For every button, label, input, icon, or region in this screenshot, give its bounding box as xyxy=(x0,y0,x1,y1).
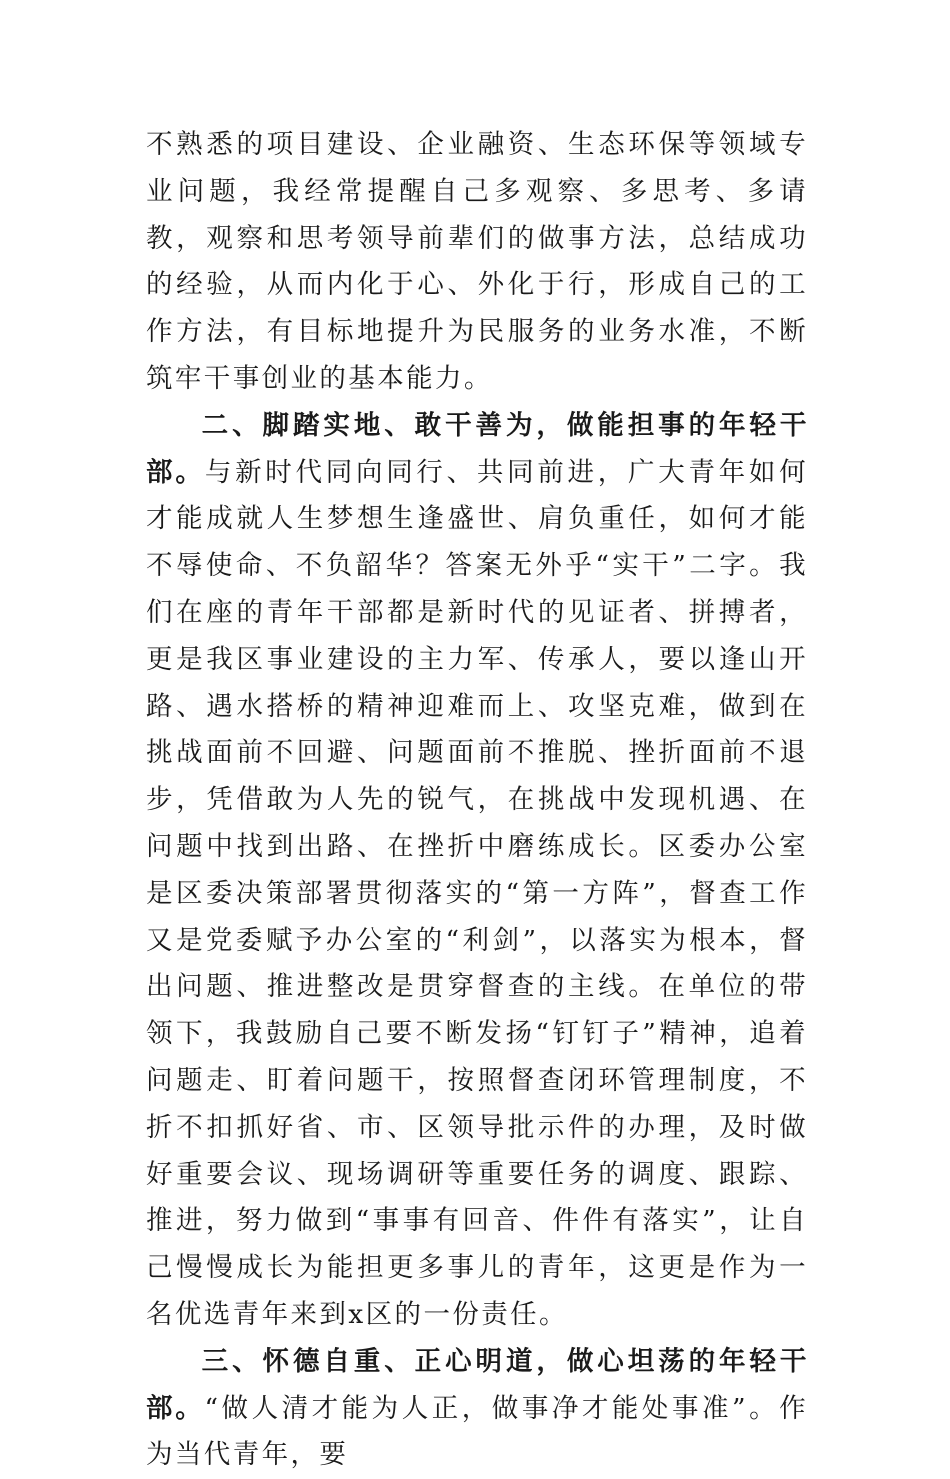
section-3-heading: 三、怀德自重、正心明道，做心坦荡的年轻干部。 xyxy=(146,1345,808,1424)
section-2-heading: 二、脚踏实地、敢干善为，做能担事的年轻干部。 xyxy=(146,409,808,488)
paragraph-1 xyxy=(146,122,808,403)
paragraph-1-text: 不熟悉的项目建设、企业融资、生态环保等领域专业问题，我经常提醒自己多观察、多思考、多请教，观察和思考领导前辈们的做事方法，总结成功的经验，从而内化于心、外化于行，形成自己的工作方法，有目标地提升为民服务的业务水准，不断筑牢干事创业的基本能力。 xyxy=(146,129,808,394)
paragraph-3-text: “做人清才能为人正，做事净才能处事准”。作为当代青年，要 xyxy=(146,1392,809,1471)
document-body xyxy=(146,122,808,1479)
paragraph-3 xyxy=(146,1339,808,1479)
paragraph-2 xyxy=(146,403,808,1339)
paragraph-2-text: 与新时代同向同行、共同前进，广大青年如何才能成就人生梦想生逢盛世、肩负重任，如何才能不辱使命、不负韶华？答案无外乎“实干”二字。我们在座的青年干部都是新时代的见证者、拼搏者，更是我区事业建设的主力军、传承人，要以逢山开路、遇水搭桥的精神迎难而上、攻坚克难，做到在挑战面前不回避、问题面前不推脱、挫折面前不退步，凭借敢为人先的锐气，在挑战中发现机遇、在问题中找到出路、在挫折中磨练成长。区委办公室是区委决策部署贯彻落实的“第一方阵”，督查工作又是党委赋予办公室的“利剑”，以落实为根本，督出问题、推进整改是贯穿督查的主线。在单位的带领下，我鼓励自己要不断发扬“钉钉子”精神，追着问题走、盯着问题干，按照督查闭环管理制度，不折不扣抓好省、市、区领导批示件的办理，及时做好重要会议、现场调研等重要任务的调度、跟踪、推进，努力做到“事事有回音、件件有落实”，让自己慢慢成长为能担更多事儿的青年，这更是作为一名优选青年来到x区的一份责任。 xyxy=(146,456,809,1330)
